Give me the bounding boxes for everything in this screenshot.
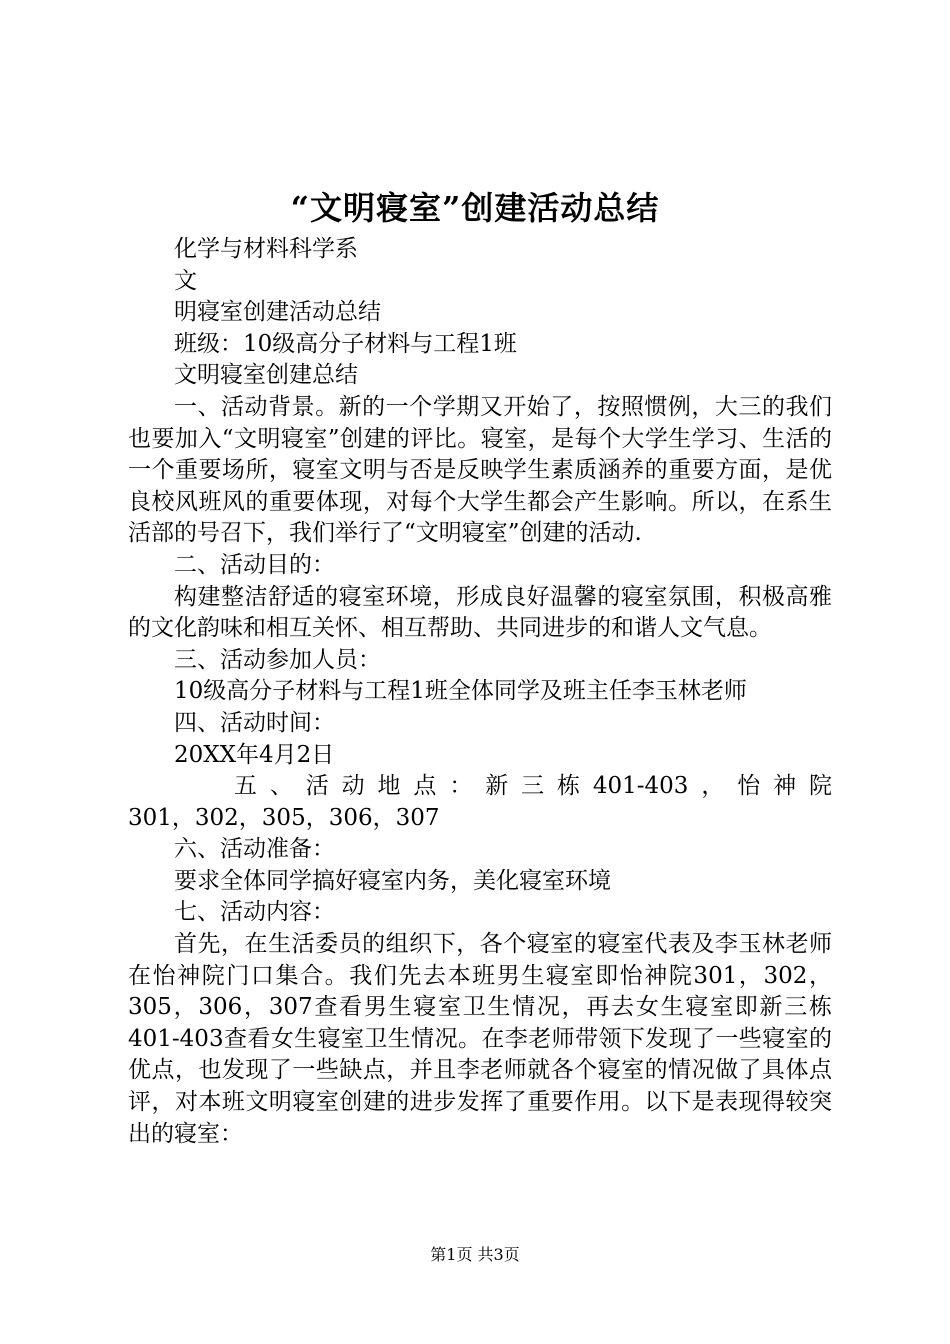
paragraph-subtitle: 明寝室创建活动总结 <box>174 299 381 326</box>
paragraph-content-heading: 七、活动内容： <box>174 899 335 926</box>
paragraph-participants: 10级高分子材料与工程1班全体同学及班主任李玉林老师 <box>174 678 747 705</box>
paragraph-location-line1: 五、活动地点：新三栋401-403，怡神院 <box>234 773 832 800</box>
paragraph-class: 班级：10级高分子材料与工程1班 <box>174 330 517 357</box>
paragraph-preparation-heading: 六、活动准备： <box>174 836 335 863</box>
paragraph-time: 20XX年4月2日 <box>174 741 335 768</box>
paragraph-content: 首先，在生活委员的组织下，各个寝室的寝室代表及李玉林老师在怡神院门口集合。我们先去本班男生寝室即怡神院301，302，305，306，307查看男生寝室卫生情况，再去女生寝室即新三栋401-403查看女生寝室卫生情况。在李老师带领下发现了一些寝室的优点，也发现了一些缺点，并且李老师就各个寝室的情况做了具体点评，对本班文明寝室创建的进步发挥了重要作用。以下是表现得较突出的寝室： <box>128 931 832 1147</box>
document-title: “文明寝室”创建活动总结 <box>290 189 660 227</box>
page-footer: 第1页 共3页 <box>430 1245 520 1264</box>
paragraph-background: 一、活动背景。新的一个学期又开始了，按照惯例，大三的我们也要加入“文明寝室”创建的评比。寝室，是每个大学生学习、生活的一个重要场所，寝室文明与否是反映学生素质涵养的重要方面，是优良校风班风的重要体现，对每个大学生都会产生影响。所以，在系生活部的号召下，我们举行了“文明寝室”创建的活动. <box>128 393 832 547</box>
paragraph-purpose-heading: 二、活动目的： <box>174 551 335 578</box>
paragraph-wen: 文 <box>174 267 197 294</box>
paragraph-summary-heading: 文明寝室创建总结 <box>174 362 358 389</box>
document-body <box>128 234 832 1150</box>
paragraph-participants-heading: 三、活动参加人员： <box>174 646 381 673</box>
paragraph-purpose: 构建整洁舒适的寝室环境，形成良好温馨的寝室氛围，积极高雅的文化韵味和相互关怀、相互帮助、共同进步的和谐人文气息。 <box>128 583 832 642</box>
paragraph-department: 化学与材料科学系 <box>174 236 358 262</box>
paragraph-preparation: 要求全体同学搞好寝室内务，美化寝室环境 <box>174 867 611 894</box>
paragraph-time-heading: 四、活动时间： <box>174 709 335 736</box>
paragraph-location-line2: 301，302，305，306，307 <box>128 804 440 831</box>
